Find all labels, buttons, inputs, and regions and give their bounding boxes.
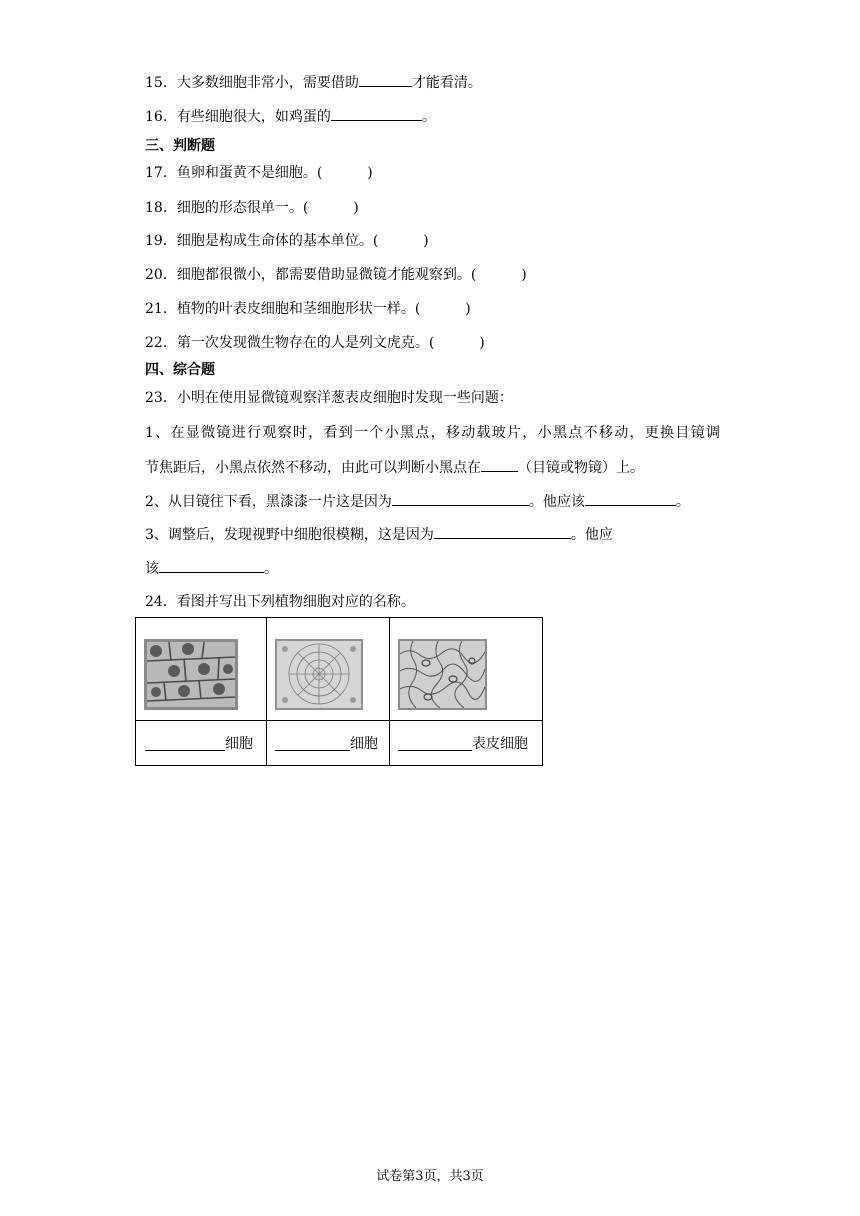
answer-blank[interactable] <box>275 736 350 751</box>
answer-blank[interactable] <box>145 736 225 751</box>
question-16 <box>145 106 436 127</box>
question-text-tail: 。 <box>421 109 436 125</box>
cell-label-suffix: 细胞 <box>350 736 378 752</box>
question-text: 细胞是构成生命体的基本单位。( <box>176 233 379 249</box>
section-title-judgment: 三、判断题 <box>145 138 215 154</box>
question-text: 节焦距后，小黑点依然不移动，由此可以判断小黑点在 <box>145 460 481 476</box>
question-text: 3、调整后，发现视野中细胞很模糊，这是因为 <box>145 527 434 543</box>
close-paren: ) <box>353 200 359 216</box>
close-paren: ) <box>423 233 429 249</box>
question-number: 22． <box>145 335 177 351</box>
question-number: 15． <box>145 75 177 91</box>
question-number: 19． <box>145 233 177 249</box>
close-paren: ) <box>479 335 485 351</box>
question-number: 18． <box>145 200 177 216</box>
question-text-tail: 。他应 <box>570 527 613 543</box>
question-text-tail: 才能看清。 <box>411 75 482 91</box>
question-text: 细胞都很微小，都需要借助显微镜才能观察到。( <box>176 267 477 283</box>
question-text: 大多数细胞非常小，需要借助 <box>176 75 359 91</box>
question-text-tail: （目镜或物镜）上。 <box>518 460 644 476</box>
question-text: 细胞的形态很单一。( <box>176 200 309 216</box>
cell-image-slot-1 <box>136 618 267 721</box>
answer-blank[interactable] <box>392 491 529 506</box>
question-number: 20． <box>145 267 177 283</box>
answer-blank[interactable] <box>398 736 472 751</box>
question-23-stem: 23．小明在使用显微镜观察洋葱表皮细胞时发现一些问题： <box>145 390 513 406</box>
question-text: 鱼卵和蛋黄不是细胞。( <box>176 165 323 181</box>
question-number: 21． <box>145 301 177 317</box>
question-23-part1-line1: 1、在显微镜进行观察时，看到一个小黑点，移动载玻片，小黑点不移动，更换目镜调 <box>145 425 722 441</box>
answer-blank[interactable] <box>434 524 571 539</box>
question-20 <box>145 265 527 285</box>
close-paren: ) <box>465 301 471 317</box>
page-footer: 试卷第3页，共3页 <box>376 1169 484 1184</box>
answer-blank[interactable] <box>331 106 422 121</box>
question-text: 第一次发现微生物存在的人是列文虎克。( <box>176 335 435 351</box>
question-23-part2 <box>145 491 690 512</box>
question-text: 有些细胞很大，如鸡蛋的 <box>176 109 331 125</box>
question-text: 植物的叶表皮细胞和茎细胞形状一样。( <box>176 301 421 317</box>
question-text: 该 <box>145 561 159 577</box>
cell-label-suffix: 细胞 <box>225 736 253 752</box>
cell-image-table <box>135 617 543 766</box>
question-text-tail: 。 <box>264 561 278 577</box>
cell-image-slot-3 <box>390 618 543 721</box>
question-24-stem: 24．看图并写出下列植物细胞对应的名称。 <box>145 594 415 610</box>
question-21 <box>145 299 471 319</box>
answer-blank[interactable] <box>359 72 412 87</box>
question-23-part3 <box>145 524 613 545</box>
question-23-part1-line2 <box>145 457 644 478</box>
cell-label-suffix: 表皮细胞 <box>472 736 528 752</box>
close-paren: ) <box>521 267 527 283</box>
answer-blank[interactable] <box>159 558 264 573</box>
question-text-mid: 。他应该 <box>528 494 585 510</box>
question-number: 17． <box>145 165 177 181</box>
section-title-comprehensive: 四、综合题 <box>145 362 215 378</box>
stem-cross-section-cell-image <box>275 639 363 710</box>
onion-epidermis-cell-image <box>144 639 238 710</box>
question-19 <box>145 231 429 251</box>
question-text: 2、从目镜往下看，黑漆漆一片这是因为 <box>145 494 392 510</box>
answer-blank[interactable] <box>585 491 676 506</box>
cell-label-2 <box>267 721 390 766</box>
cell-label-3 <box>390 721 543 766</box>
question-22 <box>145 333 485 353</box>
question-23-part3-line2 <box>145 558 278 579</box>
answer-blank[interactable] <box>481 457 518 472</box>
cell-label-1 <box>136 721 267 766</box>
close-paren: ) <box>367 165 373 181</box>
question-18 <box>145 198 359 218</box>
question-number: 16． <box>145 109 177 125</box>
question-17 <box>145 163 373 183</box>
question-15 <box>145 72 482 93</box>
leaf-epidermis-cell-image <box>398 639 487 710</box>
question-text-tail: 。 <box>675 494 690 510</box>
cell-image-slot-2 <box>267 618 390 721</box>
